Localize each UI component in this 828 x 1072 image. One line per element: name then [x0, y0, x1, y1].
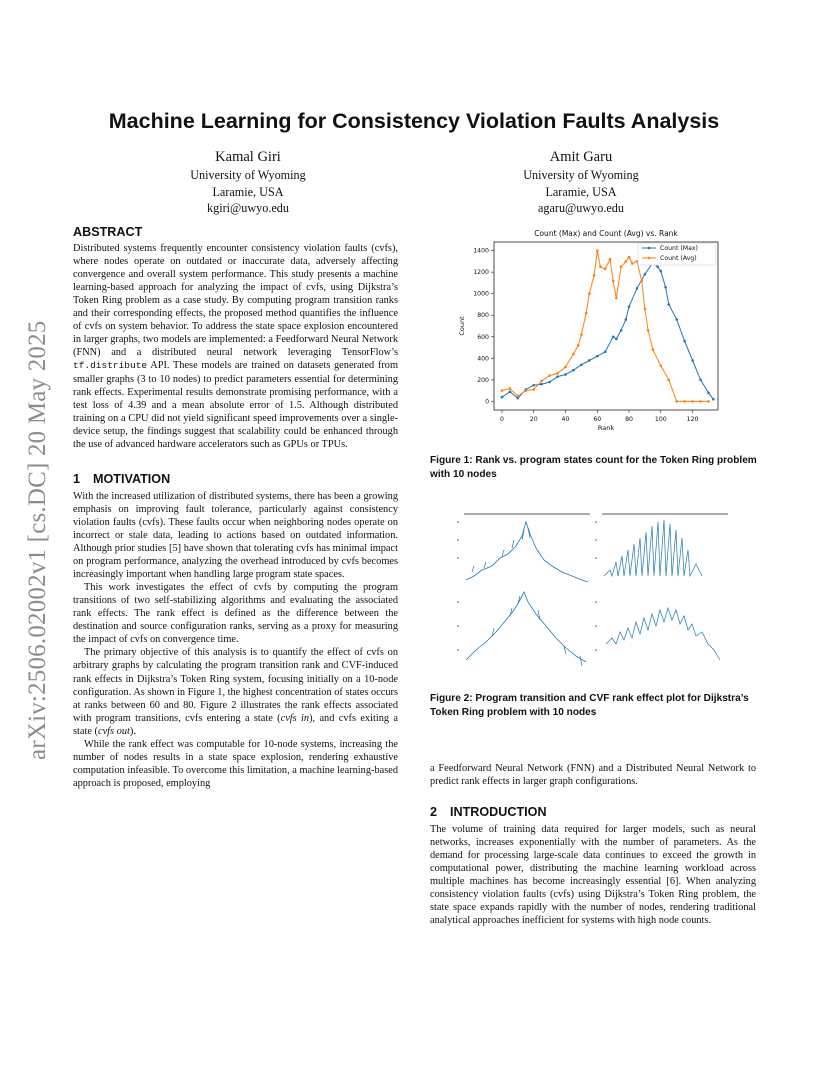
data-point [699, 400, 702, 403]
author-email: agaru@uwyo.edu [537, 201, 624, 215]
right-column [430, 762, 756, 928]
x-tick-label: 60 [593, 416, 602, 423]
data-point [667, 379, 670, 382]
x-tick-label: 80 [625, 416, 633, 423]
data-point [509, 390, 512, 393]
data-point [501, 389, 504, 392]
abstract-heading: ABSTRACT [73, 225, 143, 239]
data-point [548, 374, 551, 377]
data-point [509, 387, 512, 390]
section-2-heading [430, 806, 756, 819]
data-point [596, 355, 599, 358]
data-point [556, 375, 559, 378]
data-point [588, 292, 591, 295]
data-point [564, 373, 567, 376]
data-point [615, 297, 618, 300]
panel-cvfs-out-1 [457, 592, 586, 666]
data-point [652, 348, 655, 351]
figure-2-caption: Figure 2: Program transition and CVF rank effect plot for Dijkstra’s Token Ring problem with 10 nodes [430, 693, 749, 718]
data-point [609, 258, 612, 261]
data-point [628, 305, 631, 308]
y-axis-label: Count [458, 316, 466, 336]
data-point [580, 333, 583, 336]
y-tick-label: 400 [477, 355, 489, 363]
y-tick-label: 200 [477, 376, 489, 384]
data-point [644, 307, 647, 310]
paragraph: With the increased utilization of distributed systems, there has been a growing emphasis on improving fault tolerance, particularly against consistency violation faults (cvfs). These faults occur when neighboring nodes operate on incorrect or stale data, leading to actions based on outdated information. Although prior studies [5] have shown that tolerating cvfs has minimal impact on program performance, analyzing the overhead introduced by cvfs becomes increasingly important when handling large program state spaces. [73, 490, 398, 581]
data-point [644, 273, 647, 276]
data-point [604, 268, 607, 271]
data-point [612, 335, 615, 338]
data-point [675, 318, 678, 321]
data-point [625, 318, 628, 321]
y-tick-label: 0 [485, 398, 489, 406]
panel-program-transitions [457, 514, 590, 582]
data-point [675, 400, 678, 403]
y-tick-label: 800 [477, 312, 489, 320]
data-point [640, 279, 643, 282]
data-point [699, 379, 702, 382]
data-point [524, 389, 527, 392]
y-tick-label: 1400 [473, 247, 489, 255]
panel-cvfs-in [595, 514, 728, 576]
paragraph: While the rank effect was computable for 10-node systems, increasing the number of nodes results in a state space explosion, rendering exhaustive computation infeasible. To overcome this limitation, a machine learning-based approach is proposed, employing [73, 738, 398, 789]
data-point [631, 262, 634, 265]
data-point [517, 395, 520, 398]
data-point [572, 353, 575, 356]
panel-cvfs-out-2 [595, 601, 720, 660]
paragraph-text: ), and cvfs exiting a state ( [73, 712, 398, 737]
paragraph-text: The primary objective of this analysis is to quantify the effect of cvfs on arbitrary graphs by calculating the program transition rank and CVF-induced rank effects in Dijkstra’s Token Ring system, focusing initially on a 10-node configuration. As shown in Figure 1, the highest concentration of states occurs at ranks between 60 and 80. Figure 2 illustrates the rank effects associated with program transitions, cvfs entering a state ( [73, 647, 398, 724]
data-point [612, 279, 615, 282]
data-point [580, 363, 583, 366]
data-point [664, 286, 667, 289]
y-tick-label: 600 [477, 333, 489, 341]
x-tick-label: 20 [529, 416, 538, 423]
data-point [577, 344, 580, 347]
x-tick-label: 120 [686, 416, 699, 423]
data-point [556, 372, 559, 375]
legend-label: Count (Max) [660, 245, 698, 253]
data-point [647, 329, 650, 332]
author-location: Laramie, USA [212, 184, 284, 199]
data-point [660, 365, 663, 368]
paragraph: a Feedforward Neural Network (FNN) and a Distributed Neural Network to predict rank effects in larger graph configurations. [430, 763, 756, 788]
data-point [620, 329, 623, 332]
data-point [548, 381, 551, 384]
paper-title: Machine Learning for Consistency Violation Faults Analysis [108, 109, 720, 133]
author-affiliation: University of Wyoming [190, 168, 306, 182]
data-point [707, 400, 710, 403]
data-point [564, 366, 567, 369]
data-point [656, 265, 659, 268]
section-title: MOTIVATION [93, 471, 171, 486]
data-point [540, 383, 543, 386]
figure-1-chart [448, 222, 732, 440]
author-affiliation: University of Wyoming [523, 168, 639, 182]
paragraph: The volume of training data required for larger models, such as neural networks, increases exponentially with the number of parameters. As the demand for processing large-scale data continues to exceed the growth in computational power, distributing the machine learning workload across multiple machines has become increasingly essential [6]. When analyzing consistency violation faults (cvfs) using Dijkstra’s Token Ring problem, the state space expands rapidly with the number of nodes, rendering traditional analytical approaches inefficient for systems with high node counts. [430, 824, 756, 927]
data-point [683, 400, 686, 403]
section-number: 2 [430, 805, 438, 820]
inline-code: tf.distribute [73, 360, 148, 372]
author-block-2 [466, 148, 696, 217]
chart-title: Count (Max) and Count (Avg) vs. Rank [534, 229, 678, 238]
data-point [540, 380, 543, 383]
data-point [572, 369, 575, 372]
math-term: cvfs out [98, 725, 130, 737]
author-block-1 [133, 148, 363, 217]
data-point [588, 359, 591, 362]
x-tick-label: 40 [561, 416, 570, 423]
legend-label: Count (Avg) [660, 255, 697, 263]
data-point [683, 340, 686, 343]
data-point [585, 312, 588, 315]
data-point [596, 249, 599, 252]
section-number: 1 [73, 471, 81, 486]
data-point [625, 260, 628, 263]
data-point [636, 287, 639, 290]
math-term: cvfs in [280, 712, 310, 724]
legend-marker [648, 257, 651, 260]
left-column [73, 226, 398, 790]
figure-1-caption: Figure 1: Rank vs. program states count for the Token Ring problem with 10 nodes [430, 455, 757, 480]
author-name: Kamal Giri [215, 149, 281, 165]
author-location: Laramie, USA [545, 184, 617, 199]
paragraph [73, 646, 398, 737]
data-point [501, 396, 504, 399]
paragraph: This work investigates the effect of cvfs by computing the program transitions of two self-stabilizing algorithms and evaluating the associated rank effects. The rank effect is defined as the difference between the destination and source configuration ranks, serving as a proxy for measuring the impact of cvfs on convergence time. [73, 582, 398, 646]
data-point [532, 384, 535, 387]
data-point [691, 359, 694, 362]
paragraph-text: ). [129, 725, 136, 737]
abstract-text-part-2: API. These models are trained on datasets generated from smaller graphs (3 to 10 nodes) to predict parameters essential for determining rank effects. Experimental results demonstrate promising performance, with a test loss of 4.39 and a mean absolute error of 1.5. Although distributed training on a CPU did not yield significant speed improvements over a single-device setup, the findings suggest that scalability could be enhanced through the use of advanced hardware accelerators such as GPUs or TPUs. [73, 360, 398, 450]
x-axis-label: Rank [597, 424, 615, 432]
section-title: INTRODUCTION [450, 805, 547, 820]
data-point [620, 265, 623, 268]
data-point [660, 270, 663, 273]
author-name: Amit Garu [549, 149, 613, 165]
data-point [532, 388, 535, 391]
abstract-text-part-1: Distributed systems frequently encounter consistency violation faults (cvfs), where nodes operate on outdated or inaccurate data, adversely affecting convergence and overall system performance. This study presents a machine learning-based approach for analyzing the impact of cvfs, using Dijkstra’s Token Ring problem as a case study. By computing program transition ranks and their corresponding effects, the proposed method quantifies the influence of cvfs on system behavior. To address the state space explosion encountered in larger graphs, two models are implemented: a Feedforward Neural Network (FNN) and a distributed neural network leveraging TensorFlow’s [73, 243, 398, 359]
x-tick-label: 100 [654, 416, 667, 423]
data-point [604, 351, 607, 354]
data-point [712, 398, 715, 401]
y-tick-label: 1200 [473, 269, 489, 277]
data-point [615, 338, 618, 341]
series-line-count-max [502, 263, 713, 400]
legend-marker [648, 247, 651, 250]
data-point [667, 303, 670, 306]
data-point [691, 400, 694, 403]
x-tick-label: 0 [499, 416, 504, 423]
arxiv-identifier: arXiv:2506.02002v1 [cs.DC] 20 May 2025 [24, 320, 51, 760]
series-line-count-avg [502, 251, 709, 402]
figure-2-plot [452, 510, 738, 674]
author-email: kgiri@uwyo.edu [207, 201, 289, 215]
data-point [599, 265, 602, 268]
abstract-text [73, 242, 398, 451]
section-1-heading [73, 473, 398, 486]
data-point [707, 391, 710, 394]
y-tick-label: 1000 [473, 290, 489, 298]
data-point [593, 274, 596, 277]
data-point [628, 256, 631, 259]
